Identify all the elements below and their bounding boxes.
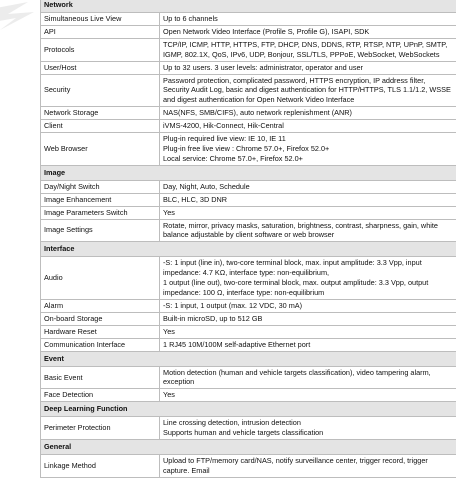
spec-value	[160, 74, 456, 107]
spec-value-line: Yes	[163, 326, 175, 336]
spec-row	[41, 325, 456, 338]
spec-row	[41, 13, 456, 26]
spec-value	[160, 389, 456, 402]
spec-row	[41, 25, 456, 38]
section-header	[41, 351, 456, 366]
spec-value	[160, 180, 456, 193]
spec-key: Web Browser	[41, 133, 160, 166]
spec-value-line: -S: 1 input (line in), two-core terminal block, max. input amplitude: 3.3 Vpp, input	[163, 258, 422, 268]
spec-row	[41, 61, 456, 74]
spec-value-line: 1 RJ45 10M/100M self-adaptive Ethernet port	[163, 339, 311, 349]
spec-key: Linkage Method	[41, 455, 160, 478]
spec-value-line: IGMP, 802.1X, QoS, IPv6, UDP, Bonjour, SSL/TLS, PPPoE, WebSocket, WebSockets	[163, 49, 440, 59]
spec-value-line: Yes	[163, 207, 175, 217]
section-title: General	[41, 440, 456, 455]
spec-value	[160, 193, 456, 206]
spec-value-line: Plug-in required live view: IE 10, IE 11	[163, 134, 286, 144]
spec-row	[41, 107, 456, 120]
spec-key: API	[41, 25, 160, 38]
section-title: Image	[41, 165, 456, 180]
spec-row	[41, 299, 456, 312]
spec-row	[41, 366, 456, 389]
section-header	[41, 440, 456, 455]
spec-value-line: BLC, HLC, 3D DNR	[163, 194, 228, 204]
section-title: Network	[41, 0, 456, 13]
spec-key: Audio	[41, 257, 160, 300]
spec-row	[41, 193, 456, 206]
spec-value-line: iVMS-4200, Hik-Connect, Hik-Central	[163, 121, 284, 131]
spec-table	[40, 0, 456, 478]
spec-value	[160, 366, 456, 389]
spec-value	[160, 325, 456, 338]
spec-value-line: TCP/IP, ICMP, HTTP, HTTPS, FTP, DHCP, DNS, DDNS, RTP, RTSP, NTP, UPnP, SMTP,	[163, 39, 448, 49]
spec-row	[41, 74, 456, 107]
spec-value-line: NAS(NFS, SMB/CIFS), auto network replenishment (ANR)	[163, 108, 352, 118]
spec-value-line: Yes	[163, 390, 175, 400]
spec-key: Network Storage	[41, 107, 160, 120]
spec-row	[41, 389, 456, 402]
spec-row	[41, 417, 456, 440]
spec-value-line: and digest authentication for Open Network Video Interface	[163, 95, 355, 105]
spec-key: Day/Night Switch	[41, 180, 160, 193]
spec-value-line: exception	[163, 377, 195, 387]
spec-value-line: Security Audit Log, basic and digest authentication for HTTP/HTTPS, TLS 1.1/1.2, WSSE	[163, 85, 451, 95]
spec-value-line: Local service: Chrome 57.0+, Firefox 52.0+	[163, 153, 303, 163]
spec-value-line: Up to 6 channels	[163, 14, 218, 23]
spec-key: Image Enhancement	[41, 193, 160, 206]
section-header	[41, 165, 456, 180]
spec-value	[160, 219, 456, 242]
section-title: Deep Learning Function	[41, 402, 456, 417]
spec-value-line: Up to 32 users. 3 user levels: administrator, operator and user	[163, 62, 363, 72]
spec-key: Communication Interface	[41, 338, 160, 351]
spec-row	[41, 219, 456, 242]
spec-value-line: Rotate, mirror, privacy masks, saturation, brightness, contrast, sharpness, gain, white	[163, 220, 438, 230]
spec-value-line: capture. Email	[163, 466, 210, 475]
spec-row	[41, 338, 456, 351]
spec-row	[41, 133, 456, 166]
spec-key: Hardware Reset	[41, 325, 160, 338]
spec-row	[41, 312, 456, 325]
spec-value-line: Motion detection (human and vehicle targets classification), video tampering alarm,	[163, 367, 431, 377]
spec-value	[160, 13, 456, 26]
spec-row	[41, 180, 456, 193]
spec-row	[41, 120, 456, 133]
spec-value	[160, 120, 456, 133]
section-header	[41, 242, 456, 257]
spec-row	[41, 257, 456, 300]
spec-key: Client	[41, 120, 160, 133]
spec-key: User/Host	[41, 61, 160, 74]
spec-key: Perimeter Protection	[41, 417, 160, 440]
spec-value-line: Open Network Video Interface (Profile S, Profile G), ISAPI, SDK	[163, 26, 370, 36]
spec-key: Security	[41, 74, 160, 107]
spec-value	[160, 25, 456, 38]
spec-value-line: -S: 1 input, 1 output (max. 12 VDC, 30 mA)	[163, 300, 303, 310]
spec-value	[160, 133, 456, 166]
spec-value	[160, 107, 456, 120]
spec-value	[160, 257, 456, 300]
spec-value	[160, 206, 456, 219]
spec-row	[41, 38, 456, 61]
spec-key: Image Settings	[41, 219, 160, 242]
spec-key: Image Parameters Switch	[41, 206, 160, 219]
spec-key: Simultaneous Live View	[41, 13, 160, 26]
spec-value-line: 1 output (line out), two-core terminal block, max. output amplitude: 3.3 Vpp, output	[163, 278, 429, 288]
spec-value-line: Password protection, complicated password, HTTPS encryption, IP address filter,	[163, 75, 426, 85]
spec-key: On-board Storage	[41, 312, 160, 325]
section-header	[41, 0, 456, 13]
spec-value	[160, 61, 456, 74]
spec-value	[160, 312, 456, 325]
spec-value-line: Plug-in free live view : Chrome 57.0+, Firefox 52.0+	[163, 143, 330, 153]
spec-key: Alarm	[41, 299, 160, 312]
spec-row	[41, 455, 456, 478]
spec-value	[160, 455, 456, 478]
spec-value-line: Day, Night, Auto, Schedule	[163, 181, 250, 191]
section-title: Event	[41, 351, 456, 366]
spec-value-line: Upload to FTP/memory card/NAS, notify surveillance center, trigger record, trigger	[163, 456, 428, 466]
spec-value	[160, 417, 456, 440]
spec-key: Face Detection	[41, 389, 160, 402]
spec-value	[160, 38, 456, 61]
spec-key: Basic Event	[41, 366, 160, 389]
spec-value-line: Supports human and vehicle targets classification	[163, 428, 324, 438]
spec-key: Protocols	[41, 38, 160, 61]
spec-value-line: balance adjustable by client software or web browser	[163, 230, 335, 240]
section-title: Interface	[41, 242, 456, 257]
spec-value-line: impedance: 100 Ω, interface type: non-equilibrium	[163, 288, 325, 298]
spec-value-line: Line crossing detection, intrusion detection	[163, 418, 301, 428]
spec-row	[41, 206, 456, 219]
spec-value-line: Built-in microSD, up to 512 GB	[163, 313, 263, 323]
section-header	[41, 402, 456, 417]
spec-value	[160, 299, 456, 312]
spec-value	[160, 338, 456, 351]
spec-value-line: impedance: 4.7 KΩ, interface type: non-equilibrium,	[163, 268, 330, 278]
